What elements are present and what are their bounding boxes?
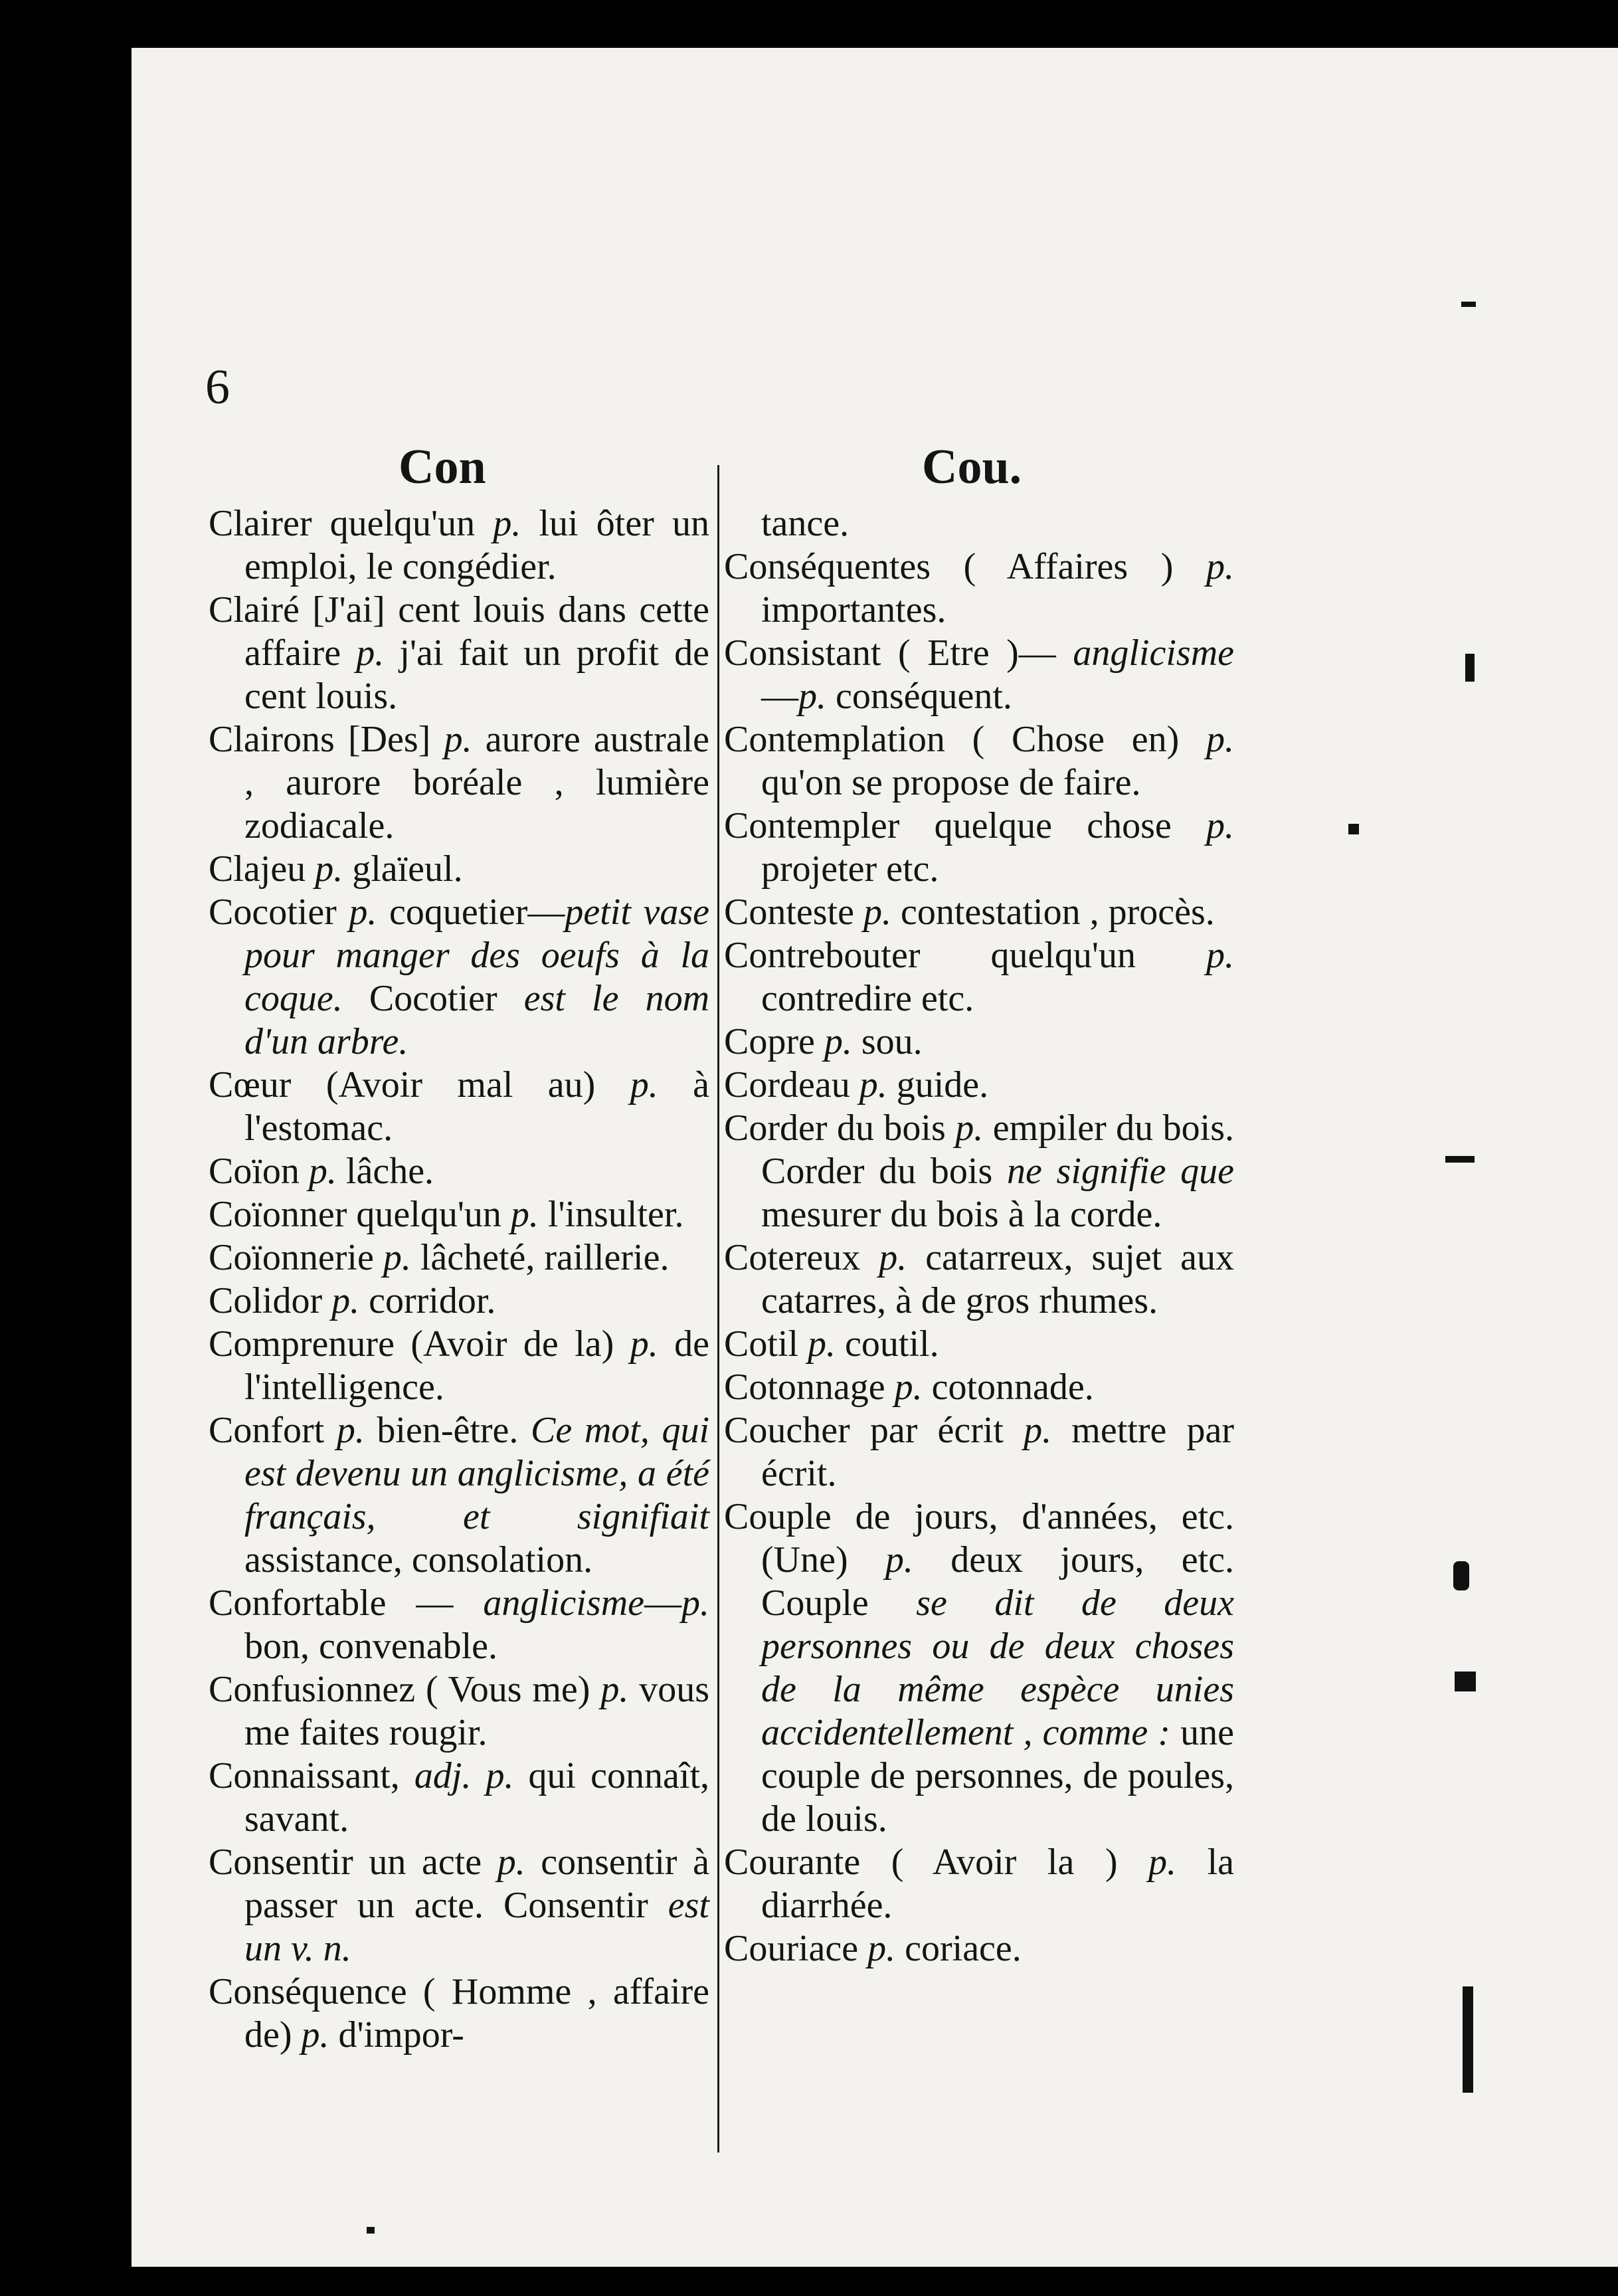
entry-text: qui connaît, savant.	[244, 1755, 710, 1840]
entry-text: lâcheté, raillerie.	[410, 1237, 670, 1278]
entry-italic-text: p.	[444, 719, 472, 760]
entry-text: Clairé [J'ai] cent louis dans cette affaire	[209, 589, 709, 674]
entry-text: guide.	[887, 1064, 989, 1105]
entry-text: Clairons [Des]	[209, 719, 444, 760]
entry-text: Cotil	[724, 1323, 808, 1365]
entry-text: Cotereux	[724, 1237, 879, 1278]
dictionary-entry	[209, 1193, 709, 1236]
entry-italic-text: p.	[510, 1194, 539, 1235]
entry-text: coriace.	[895, 1928, 1022, 1969]
scan-mark	[367, 2227, 375, 2234]
scan-mark	[1465, 654, 1475, 682]
entry-italic-text: p.	[798, 676, 826, 717]
entry-italic-text: est le nom d'un arbre.	[244, 978, 710, 1062]
entry-italic-text: ne signifie que	[1006, 1151, 1234, 1192]
entry-text: Contemplation ( Chose en)	[724, 719, 1206, 760]
entry-text: assistance, consolation.	[244, 1539, 593, 1580]
entry-text: deux jours, etc. Couple	[761, 1539, 1235, 1624]
entry-text: Couriace	[724, 1928, 868, 1969]
entry-italic-text: p.	[808, 1323, 836, 1365]
dictionary-entry	[209, 1409, 709, 1582]
entry-text: tance.	[761, 503, 850, 544]
entry-italic-text: p.	[867, 1928, 896, 1969]
entry-text: Copre	[724, 1021, 824, 1062]
scan-mark	[1445, 1156, 1475, 1163]
entry-text: mettre par écrit.	[761, 1410, 1234, 1494]
entry-text: glaïeul.	[343, 848, 463, 890]
dictionary-entry	[724, 891, 1234, 934]
entry-italic-text: p.	[630, 1323, 658, 1365]
entry-text: Coïon	[209, 1151, 309, 1192]
entry-text: Confusionnez ( Vous me)	[209, 1669, 601, 1710]
entry-text: Cocotier	[209, 892, 349, 933]
entry-text: Coïonnerie	[209, 1237, 383, 1278]
dictionary-entry	[209, 891, 709, 1064]
entry-text: coquetier—	[377, 892, 565, 933]
dictionary-entry	[209, 1150, 709, 1193]
dictionary-entry	[724, 1495, 1234, 1841]
entry-text: à l'estomac.	[244, 1064, 710, 1149]
dictionary-entry	[724, 1927, 1234, 1970]
scan-mark	[1463, 1986, 1473, 2093]
entry-italic-text: p.	[1206, 546, 1234, 587]
scan-mark	[1453, 1561, 1469, 1590]
entry-italic-text: petit vase pour manger des oeufs à la coque.	[244, 892, 709, 1019]
entry-text: Corder du bois	[724, 1107, 956, 1149]
entry-text: Consentir un acte	[209, 1842, 497, 1883]
entry-text: Contrebouter quelqu'un	[724, 935, 1206, 976]
entry-text: sou.	[852, 1021, 923, 1062]
dictionary-entry	[724, 1107, 1234, 1236]
entry-italic-text: p.	[894, 1367, 923, 1408]
entry-text: cotonnade.	[922, 1367, 1094, 1408]
entry-text: contredire etc.	[761, 978, 974, 1019]
entry-italic-text: p.	[600, 1669, 629, 1710]
dictionary-entry	[724, 805, 1234, 891]
entry-text: lâche.	[336, 1151, 434, 1192]
entry-italic-text: se dit de deux personnes ou de deux choses de la même espèce unies accidentellement , comme :	[761, 1582, 1234, 1753]
entry-italic-text: p.	[1206, 805, 1234, 846]
entry-italic-text: p.	[863, 892, 891, 933]
entry-text: Consistant ( Etre )—	[724, 632, 1073, 674]
entry-text: conséquent.	[826, 676, 1012, 717]
entry-text: Connaissant,	[209, 1755, 414, 1796]
entry-text: Clairer quelqu'un	[209, 503, 494, 544]
scan-mark	[1455, 1672, 1476, 1691]
entry-italic-text: anglicisme	[1073, 632, 1234, 674]
dictionary-entry	[724, 1020, 1234, 1064]
entry-italic-text: p.	[315, 848, 343, 890]
entry-text: vous me faites rougir.	[244, 1669, 710, 1753]
dictionary-entry	[724, 1409, 1234, 1495]
entry-text: aurore australe , aurore boréale , lumière zodiacale.	[244, 719, 709, 846]
entry-italic-text: anglicisme	[483, 1582, 644, 1624]
entry-italic-text: adj. p.	[414, 1755, 514, 1796]
entry-italic-text: p.	[336, 1410, 365, 1451]
entry-italic-text: p.	[493, 503, 521, 544]
entry-text: qu'on se propose de faire.	[761, 762, 1141, 803]
entry-text: mesurer du bois à la corde.	[761, 1194, 1162, 1235]
entry-italic-text: p.	[859, 1064, 887, 1105]
entry-text: Conteste	[724, 892, 863, 933]
entry-text: Colidor	[209, 1280, 332, 1321]
entry-italic-text: p.	[630, 1064, 658, 1105]
dictionary-entry	[724, 934, 1234, 1020]
dictionary-entry	[209, 1970, 709, 2057]
entry-text: importantes.	[761, 589, 946, 630]
dictionary-entry	[209, 502, 709, 589]
entry-text: Courante ( Avoir la )	[724, 1842, 1149, 1883]
entry-text: consentir à passer un acte. Consentir	[244, 1842, 710, 1926]
dictionary-entry	[209, 1280, 709, 1323]
entry-italic-text: p.	[331, 1280, 360, 1321]
entry-italic-text: p.	[497, 1842, 525, 1883]
left-column	[209, 502, 709, 2057]
dictionary-entry	[209, 1668, 709, 1755]
right-column	[724, 502, 1234, 1970]
entry-text: projeter etc.	[761, 848, 939, 890]
entry-text: Contempler quelque chose	[724, 805, 1206, 846]
dictionary-entry	[209, 1841, 709, 1970]
entry-italic-text: p.	[1206, 719, 1234, 760]
entry-text: Coïonner quelqu'un	[209, 1194, 511, 1235]
dictionary-entry	[724, 502, 1234, 545]
entry-text: lui ôter un emploi, le congédier.	[244, 503, 709, 587]
entry-text: Cotonnage	[724, 1367, 895, 1408]
scan-mark	[1348, 824, 1359, 834]
right-column-heading: Cou.	[922, 440, 1022, 494]
entry-text: Couple de jours, d'années, etc. (Une)	[724, 1496, 1234, 1580]
dictionary-entry	[724, 632, 1234, 718]
dictionary-entry	[724, 718, 1234, 805]
entry-italic-text: p.	[308, 1151, 337, 1192]
entry-text: Conséquentes ( Affaires )	[724, 546, 1206, 587]
scan-mark	[1461, 302, 1476, 307]
entry-text: Conséquence ( Homme , affaire de)	[209, 1971, 709, 2056]
entry-italic-text: p.	[301, 2014, 329, 2056]
entry-text: Cocotier	[342, 978, 524, 1019]
dictionary-entry	[209, 1755, 709, 1841]
entry-italic-text: p.	[349, 892, 377, 933]
entry-italic-text: p.	[681, 1582, 709, 1624]
entry-text: Confortable —	[209, 1582, 484, 1624]
entry-text: Cordeau	[724, 1064, 859, 1105]
entry-text: Comprenure (Avoir de la)	[209, 1323, 630, 1365]
dictionary-entry	[209, 848, 709, 891]
entry-italic-text: p.	[383, 1237, 411, 1278]
entry-text: Clajeu	[209, 848, 315, 890]
dictionary-entry	[209, 1236, 709, 1280]
left-column-heading: Con	[399, 440, 486, 494]
entry-text: une couple de personnes, de poules, de louis.	[761, 1712, 1235, 1840]
column-divider	[717, 465, 719, 2152]
entry-italic-text: p.	[824, 1021, 852, 1062]
entry-italic-text: p.	[1024, 1410, 1052, 1451]
dictionary-entry	[724, 1323, 1234, 1366]
page-number: 6	[205, 360, 230, 415]
entry-italic-text: est un v. n.	[244, 1885, 709, 1969]
entry-text: d'impor-	[329, 2014, 464, 2056]
entry-text: de l'intelligence.	[244, 1323, 709, 1408]
dictionary-entry	[209, 589, 709, 718]
dictionary-entry	[724, 1064, 1234, 1107]
entry-text: coutil.	[836, 1323, 939, 1365]
dictionary-entry	[724, 545, 1234, 632]
entry-italic-text: p.	[1206, 935, 1234, 976]
dictionary-entry	[209, 1064, 709, 1150]
entry-italic-text: p.	[356, 632, 385, 674]
dictionary-entry	[724, 1841, 1234, 1927]
entry-text: contestation , procès.	[891, 892, 1215, 933]
dictionary-entry	[724, 1236, 1234, 1323]
entry-text: Coucher par écrit	[724, 1410, 1024, 1451]
entry-text: catarreux, sujet aux catarres, à de gros rhumes.	[761, 1237, 1234, 1321]
dictionary-entry	[209, 1582, 709, 1668]
entry-italic-text: p.	[1148, 1842, 1177, 1883]
entry-text: Confort	[209, 1410, 337, 1451]
entry-text: —	[761, 676, 798, 717]
entry-text: bon, convenable.	[244, 1626, 497, 1667]
entry-text: bien-être.	[364, 1410, 531, 1451]
dictionary-entry	[209, 718, 709, 848]
entry-text: empiler du bois. Corder du bois	[761, 1107, 1234, 1192]
entry-italic-text: Ce mot, qui est devenu un anglicisme, a été français, et signifiait	[244, 1410, 710, 1537]
entry-italic-text: p.	[885, 1539, 913, 1580]
entry-text: Cœur (Avoir mal au)	[209, 1064, 630, 1105]
entry-text: la diarrhée.	[761, 1842, 1234, 1926]
entry-italic-text: p.	[879, 1237, 907, 1278]
entry-text: corridor.	[359, 1280, 496, 1321]
entry-text: l'insulter.	[538, 1194, 684, 1235]
entry-text: j'ai fait un profit de cent louis.	[244, 632, 710, 717]
entry-text: —	[644, 1582, 681, 1624]
dictionary-entry	[209, 1323, 709, 1409]
entry-italic-text: p.	[955, 1107, 984, 1149]
dictionary-entry	[724, 1366, 1234, 1409]
